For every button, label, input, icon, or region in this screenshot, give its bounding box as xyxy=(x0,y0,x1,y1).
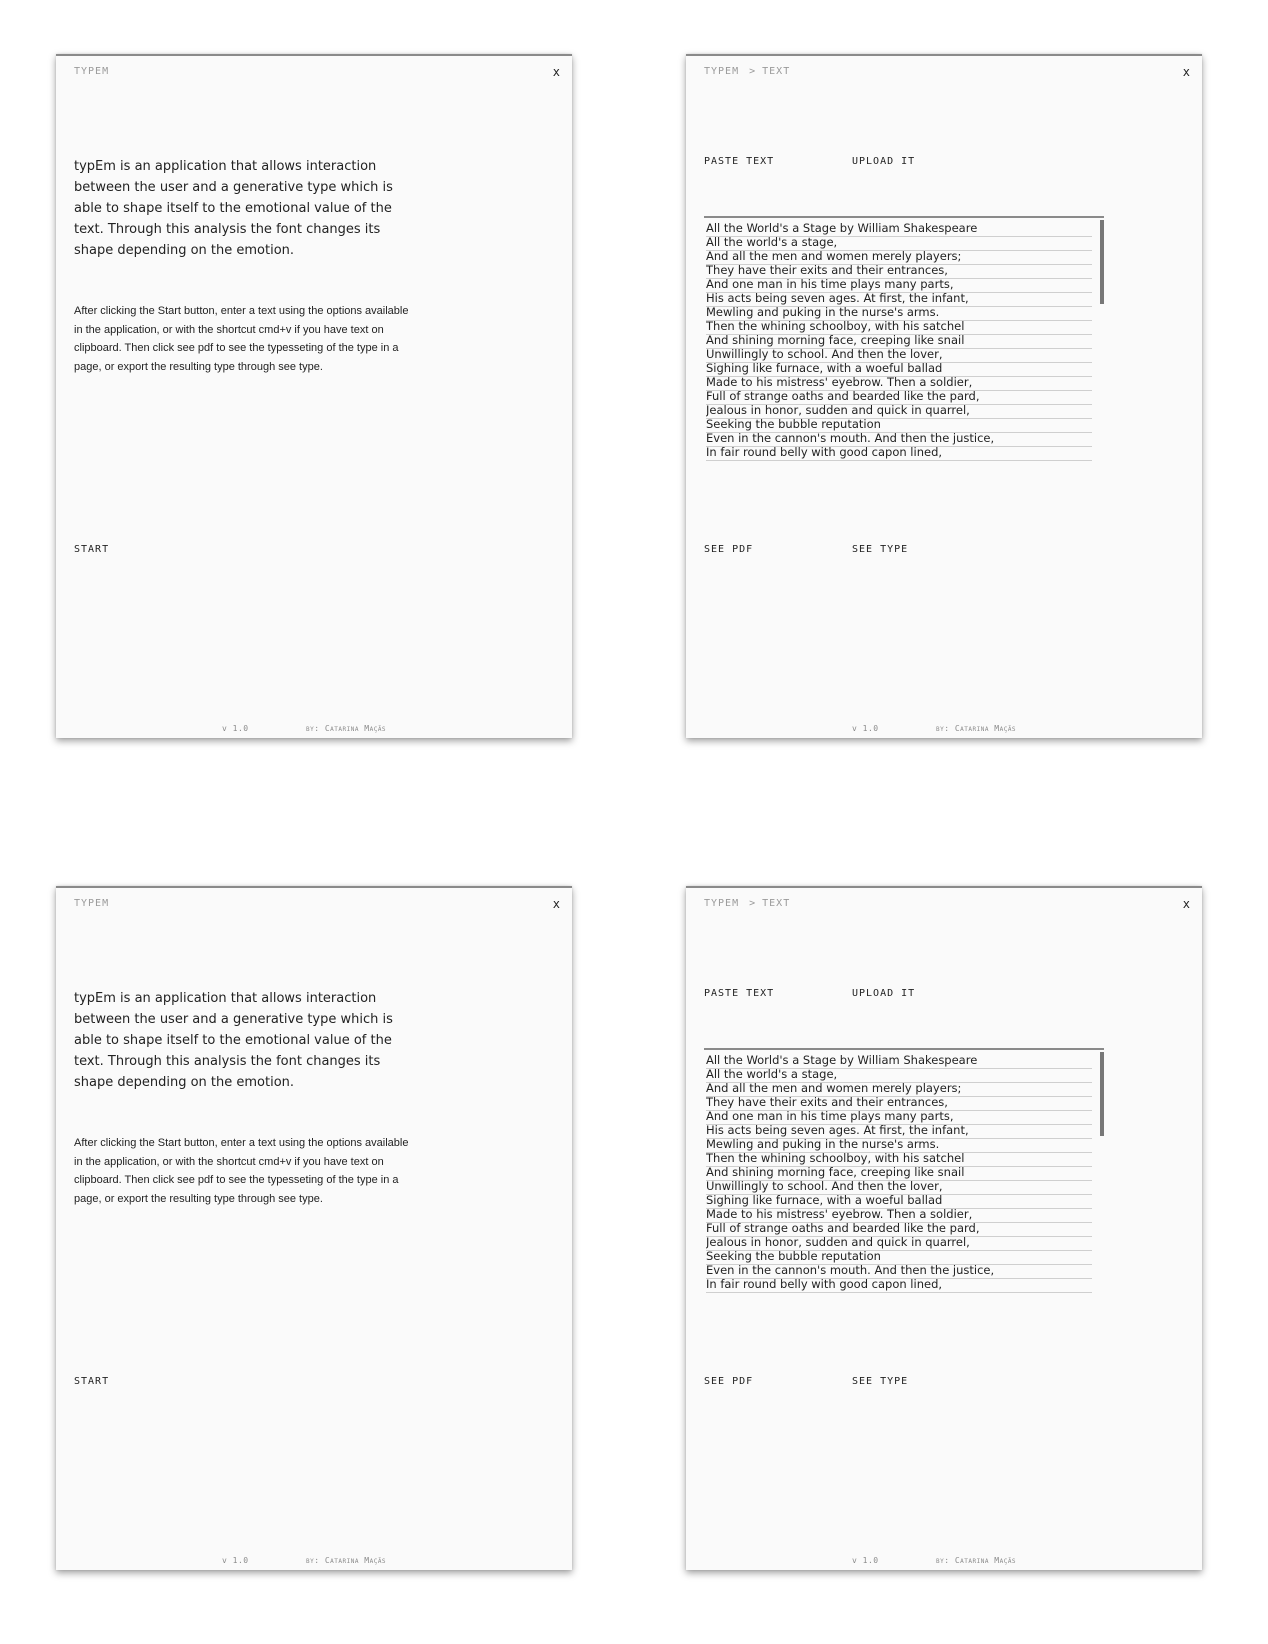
text-area[interactable] xyxy=(704,1048,1104,1298)
text-window xyxy=(686,54,1202,738)
breadcrumb-separator: > xyxy=(749,66,757,77)
see-pdf-button[interactable]: SEE PDF xyxy=(704,1376,754,1387)
text-line: Seeking the bubble reputation xyxy=(706,418,1092,433)
text-line: Jealous in honor, sudden and quick in quarrel, xyxy=(706,404,1092,419)
breadcrumb xyxy=(704,898,790,909)
text-line: Then the whining schoolboy, with his satchel xyxy=(706,1152,1092,1167)
text-line: They have their exits and their entrances, xyxy=(706,1096,1092,1111)
credit-label: by: Catarina Maçãs xyxy=(936,1556,1017,1565)
close-icon[interactable]: x xyxy=(552,897,560,911)
text-window xyxy=(686,886,1202,1570)
breadcrumb xyxy=(704,66,790,77)
text-line: His acts being seven ages. At first, the infant, xyxy=(706,292,1092,307)
upload-button[interactable]: UPLOAD IT xyxy=(852,988,916,999)
paste-text-button[interactable]: PASTE TEXT xyxy=(704,156,775,167)
text-line: Full of strange oaths and bearded like the pard, xyxy=(706,390,1092,405)
start-window xyxy=(56,54,572,738)
text-line: They have their exits and their entrances, xyxy=(706,264,1092,279)
text-line: Sighing like furnace, with a woeful ballad xyxy=(706,362,1092,377)
upload-button[interactable]: UPLOAD IT xyxy=(852,156,916,167)
see-type-button[interactable]: SEE TYPE xyxy=(852,1376,909,1387)
breadcrumb-current: TEXT xyxy=(762,66,791,77)
instructions-paragraph: After clicking the Start button, enter a text using the options available in the application, or with the shortcut cmd+v if you have text on clipboard. Then click see pdf to see the typesseting of the type in a page, or export the resulting type through see type. xyxy=(74,1137,409,1205)
breadcrumb-root[interactable]: TYPEM xyxy=(704,898,740,909)
breadcrumb-root[interactable]: TYPEM xyxy=(74,898,110,909)
text-line: All the world's a stage, xyxy=(706,236,1092,251)
text-line: Even in the cannon's mouth. And then the justice, xyxy=(706,432,1092,447)
paste-text-button[interactable]: PASTE TEXT xyxy=(704,988,775,999)
text-area-scrollbar[interactable] xyxy=(1100,1052,1104,1136)
text-line: Seeking the bubble reputation xyxy=(706,1250,1092,1265)
text-line: In fair round belly with good capon lined, xyxy=(706,1278,1092,1293)
version-label: v 1.0 xyxy=(222,1556,249,1565)
text-line: Unwillingly to school. And then the lover, xyxy=(706,348,1092,363)
version-label: v 1.0 xyxy=(222,724,249,733)
text-line: And all the men and women merely players; xyxy=(706,250,1092,265)
close-icon[interactable]: x xyxy=(1182,897,1190,911)
text-line: And shining morning face, creeping like snail xyxy=(706,334,1092,349)
text-line: In fair round belly with good capon lined, xyxy=(706,446,1092,461)
text-line: And all the men and women merely players; xyxy=(706,1082,1092,1097)
text-line: All the World's a Stage by William Shakespeare xyxy=(706,222,1092,237)
credit-label: by: Catarina Maçãs xyxy=(306,1556,387,1565)
credit-label: by: Catarina Maçãs xyxy=(306,724,387,733)
text-line: All the world's a stage, xyxy=(706,1068,1092,1083)
text-line: And one man in his time plays many parts, xyxy=(706,1110,1092,1125)
text-line: And one man in his time plays many parts, xyxy=(706,278,1092,293)
breadcrumb-current: TEXT xyxy=(762,898,791,909)
version-label: v 1.0 xyxy=(852,1556,879,1565)
text-area-scrollbar[interactable] xyxy=(1100,220,1104,304)
text-line: Full of strange oaths and bearded like the pard, xyxy=(706,1222,1092,1237)
start-window xyxy=(56,886,572,1570)
text-line: Unwillingly to school. And then the lover, xyxy=(706,1180,1092,1195)
text-line: Sighing like furnace, with a woeful ballad xyxy=(706,1194,1092,1209)
close-icon[interactable]: x xyxy=(1182,65,1190,79)
breadcrumb xyxy=(74,898,109,909)
see-type-button[interactable]: SEE TYPE xyxy=(852,544,909,555)
text-line: Even in the cannon's mouth. And then the justice, xyxy=(706,1264,1092,1279)
start-button[interactable]: START xyxy=(74,1376,110,1387)
breadcrumb-root[interactable]: TYPEM xyxy=(74,66,110,77)
text-line: All the World's a Stage by William Shakespeare xyxy=(706,1054,1092,1069)
text-line: Made to his mistress' eyebrow. Then a soldier, xyxy=(706,376,1092,391)
text-line: Jealous in honor, sudden and quick in quarrel, xyxy=(706,1236,1092,1251)
instructions-paragraph: After clicking the Start button, enter a text using the options available in the application, or with the shortcut cmd+v if you have text on clipboard. Then click see pdf to see the typesseting of the type in a page, or export the resulting type through see type. xyxy=(74,305,409,373)
text-line: And shining morning face, creeping like snail xyxy=(706,1166,1092,1181)
text-line: Then the whining schoolboy, with his satchel xyxy=(706,320,1092,335)
text-line: Made to his mistress' eyebrow. Then a soldier, xyxy=(706,1208,1092,1223)
start-button[interactable]: START xyxy=(74,544,110,555)
text-area[interactable] xyxy=(704,216,1104,466)
credit-label: by: Catarina Maçãs xyxy=(936,724,1017,733)
text-line: Mewling and puking in the nurse's arms. xyxy=(706,1138,1092,1153)
breadcrumb xyxy=(74,66,109,77)
text-line: His acts being seven ages. At first, the infant, xyxy=(706,1124,1092,1139)
breadcrumb-root[interactable]: TYPEM xyxy=(704,66,740,77)
see-pdf-button[interactable]: SEE PDF xyxy=(704,544,754,555)
intro-paragraph: typEm is an application that allows interaction between the user and a generative type which is able to shape itself to the emotional value of the text. Through this analysis the font changes its shape depending on the emotion. xyxy=(74,991,393,1090)
breadcrumb-separator: > xyxy=(749,898,757,909)
text-line: Mewling and puking in the nurse's arms. xyxy=(706,306,1092,321)
intro-paragraph: typEm is an application that allows interaction between the user and a generative type which is able to shape itself to the emotional value of the text. Through this analysis the font changes its shape depending on the emotion. xyxy=(74,159,393,258)
close-icon[interactable]: x xyxy=(552,65,560,79)
version-label: v 1.0 xyxy=(852,724,879,733)
